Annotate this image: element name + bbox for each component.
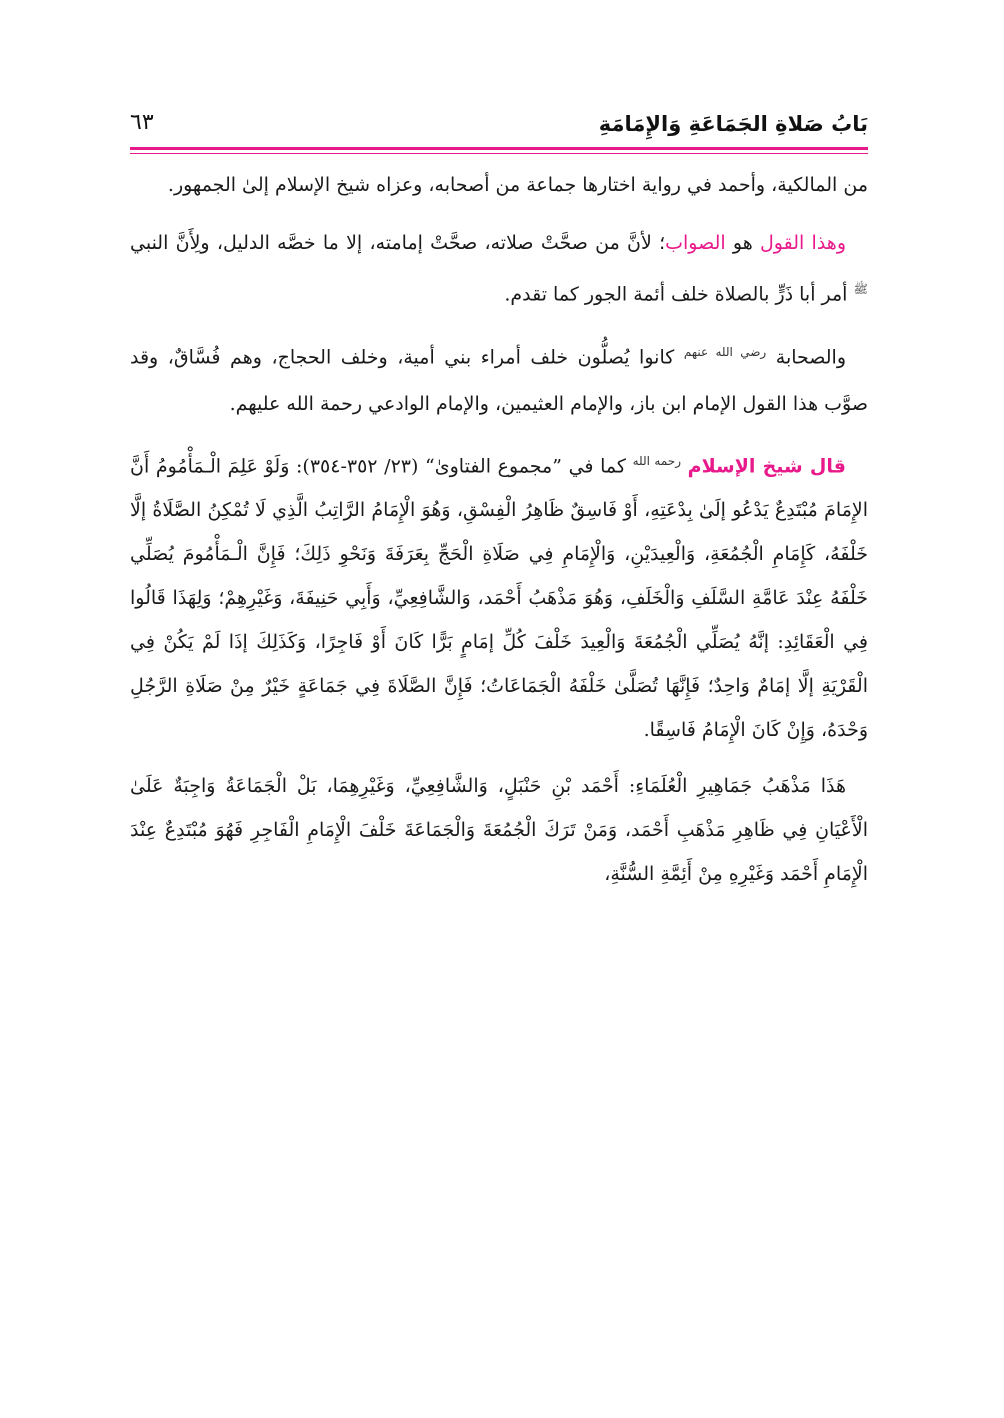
quote-attribution: قال شيخ الإسلام: [687, 454, 846, 477]
rahimahullah-glyph: رحمه الله: [632, 453, 682, 468]
highlight-correct: الصواب: [665, 232, 726, 254]
radiallah-glyph: رضي الله عنهم: [683, 345, 767, 360]
header-rule-thin: [130, 153, 868, 154]
paragraph-4: [130, 439, 868, 752]
paragraph-2-text-b: ؛ لأنَّ من صحَّتْ صلاته، صحَّتْ إمامته، إلا ما خصَّه الدليل، ولِأَنَّ النبي: [130, 232, 666, 254]
paragraph-3-text-b: كانوا يُصلُّون خلف أمراء بني أمية، وخلف الحجاج، وهم فُسَّاقٌ، وقد صوَّب هذا القول الإمام ابن باز، والإمام العثيمين، والإمام الوادعي رحمة الله عليهم.: [130, 346, 868, 415]
paragraph-1: من المالكية، وأحمد في رواية اختارها جماعة من أصحابه، وعزاه شيخ الإسلام إلىٰ الجمهور.: [167, 174, 868, 196]
header-rule-thick: [130, 147, 868, 150]
quote-source: كما في ”مجموع الفتاوىٰ“ (٢٣/ ٣٥٢-٣٥٤):: [289, 454, 633, 477]
page-number: ٦٣: [130, 110, 154, 135]
paragraph-2: [130, 220, 868, 317]
highlight-this-opinion: وهذا القول: [760, 232, 847, 254]
chapter-title: بَابُ صَلاةِ الجَمَاعَةِ وَالإِمَامَةِ: [598, 112, 868, 136]
running-header: [130, 104, 868, 144]
paragraph-2-text-a: هو: [725, 232, 760, 254]
quote-text: وَلَوْ عَلِمَ الْـمَأْمُومُ أَنَّ الإِمَامَ مُبْتَدِعٌ يَدْعُو إلَىٰ بِدْعَتِهِ، أَوْ فَاسِقٌ ظَاهِرُ الْفِسْقِ، وَهُوَ الْإِمَامُ الرَّاتِبُ الَّذِي لَا تُمْكِنُ الصَّلَاةُ إلَّا خَلْفَهُ، كَإِمَامِ الْجُمُعَةِ، وَالْعِيدَيْنِ، وَالْإِمَامِ فِي صَلَاةِ الْحَجِّ بِعَرَفَةَ وَنَحْوِ ذَلِكَ؛ فَإِنَّ الْـمَأْمُومَ يُصَلِّي خَلْفَهُ عِنْدَ عَامَّةِ السَّلَفِ وَالْخَلَفِ، وَهُوَ مَذْهَبُ أَحْمَد، وَالشَّافِعِيِّ، وَأَبِي حَنِيفَةَ، وَغَيْرِهِمْ؛ وَلِهَذَا قَالُوا فِي الْعَقَائِدِ: إنَّهُ يُصَلِّي الْجُمُعَةَ وَالْعِيدَ خَلْفَ كُلِّ إمَامٍ بَرًّا كَانَ أَوْ فَاجِرًا، وَكَذَلِكَ إذَا لَمْ يَكُنْ فِي الْقَرْيَةِ إلَّا إمَامٌ وَاحِدٌ؛ فَإِنَّهَا تُصَلَّىٰ خَلْفَهُ الْجَمَاعَاتُ؛ فَإِنَّ الصَّلَاةَ فِي جَمَاعَةٍ خَيْرٌ مِنْ صَلَاةِ الرَّجُلِ وَحْدَهُ، وَإِنْ كَانَ الْإِمَامُ فَاسِقًا.: [130, 454, 868, 741]
paragraph-3: [130, 329, 868, 426]
paragraph-5: هَذَا مَذْهَبُ جَمَاهِيرِ الْعُلَمَاءِ: أَحْمَد بْنِ حَنْبَلٍ، وَالشَّافِعِيِّ، وَغَيْرِهِمَا، بَلْ الْجَمَاعَةُ وَاجِبَةٌ عَلَىٰ الْأَعْيَانِ فِي ظَاهِرِ مَذْهَبِ أَحْمَد، وَمَنْ تَرَكَ الْجُمُعَةَ وَالْجَمَاعَةَ خَلْفَ الْإِمَامِ الْفَاجِرِ فَهُوَ مُبْتَدِعٌ عِنْدَ الْإِمَامِ أَحْمَد وَغَيْرِهِ مِنْ أَئِمَّةِ السُّنَّةِ،: [130, 774, 868, 885]
salawat-glyph: ﷺ: [853, 282, 868, 296]
paragraph-2-text-c: أمر أبا ذَرٍّ بالصلاة خلف أئمة الجور كما تقدم.: [504, 283, 854, 306]
paragraph-3-text-a: والصحابة: [766, 346, 847, 369]
main-text: [130, 162, 868, 908]
